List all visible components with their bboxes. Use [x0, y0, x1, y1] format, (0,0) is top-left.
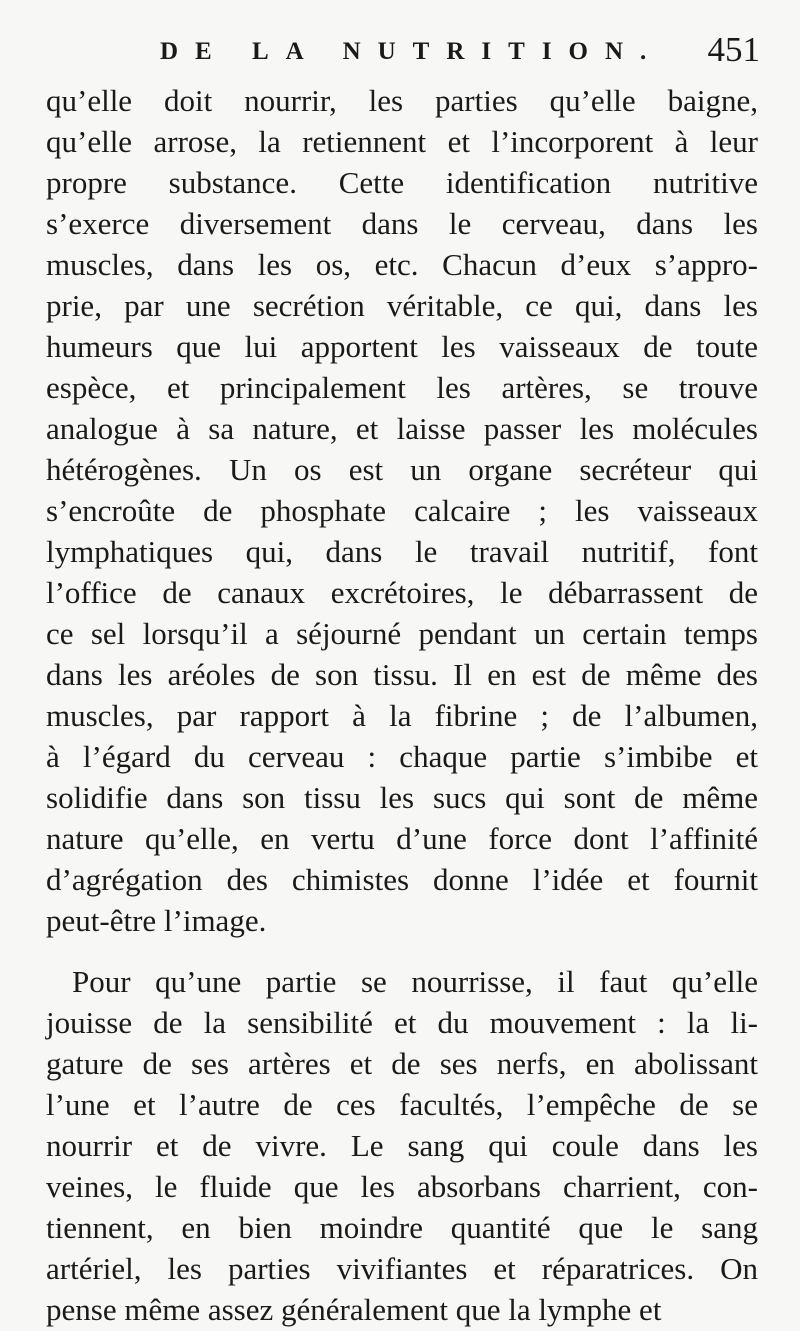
- page-number: 451: [707, 30, 760, 69]
- text-line: solidifie dans son tissu les sucs qui sont de même: [46, 780, 758, 815]
- body-text: [46, 80, 758, 1330]
- text-line: propre substance. Cette identification nutritive: [46, 165, 758, 200]
- text-line: lymphatiques qui, dans le travail nutritif, font: [46, 534, 758, 569]
- text-line: à l’égard du cerveau : chaque partie s’imbibe et: [46, 739, 758, 774]
- paragraph: [46, 80, 758, 941]
- text-line: l’office de canaux excrétoires, le débarrassent de: [46, 575, 758, 610]
- paragraph: [46, 961, 758, 1330]
- text-line: prie, par une secrétion véritable, ce qui, dans les: [46, 288, 758, 323]
- text-line: nature qu’elle, en vertu d’une force dont l’affinité: [46, 821, 758, 856]
- text-line: s’exerce diversement dans le cerveau, dans les: [46, 206, 758, 241]
- text-line: s’encroûte de phosphate calcaire ; les vaisseaux: [46, 493, 758, 528]
- text-line: muscles, dans les os, etc. Chacun d’eux s’appro-: [46, 247, 758, 282]
- running-title: DE LA NUTRITION.: [160, 38, 664, 65]
- text-line: dans les aréoles de son tissu. Il en est de même des: [46, 657, 758, 692]
- text-line: qu’elle arrose, la retiennent et l’incorporent à leur: [46, 124, 758, 159]
- text-line: analogue à sa nature, et laisse passer les molécules: [46, 411, 758, 446]
- paragraph-gap: [46, 941, 758, 961]
- text-line: pense même assez généralement que la lymphe et: [46, 1292, 662, 1327]
- text-line: gature de ses artères et de ses nerfs, en abolissant: [46, 1046, 758, 1081]
- text-line: l’une et l’autre de ces facultés, l’empêche de se: [46, 1087, 758, 1122]
- text-line: tiennent, en bien moindre quantité que le sang: [46, 1210, 758, 1245]
- text-line: d’agrégation des chimistes donne l’idée et fournit: [46, 862, 758, 897]
- text-line: ce sel lorsqu’il a séjourné pendant un certain temps: [46, 616, 758, 651]
- text-line: muscles, par rapport à la fibrine ; de l’albumen,: [46, 698, 758, 733]
- text-line: espèce, et principalement les artères, se trouve: [46, 370, 758, 405]
- text-line: humeurs que lui apportent les vaisseaux de toute: [46, 329, 758, 364]
- text-line: nourrir et de vivre. Le sang qui coule dans les: [46, 1128, 758, 1163]
- text-line: hétérogènes. Un os est un organe secréteur qui: [46, 452, 758, 487]
- text-line: artériel, les parties vivifiantes et réparatrices. On: [46, 1251, 758, 1286]
- text-line: peut-être l’image.: [46, 903, 267, 938]
- text-line: Pour qu’une partie se nourrisse, il faut qu’elle: [72, 964, 758, 999]
- running-header: [160, 30, 760, 80]
- text-line: jouisse de la sensibilité et du mouvement : la li-: [46, 1005, 758, 1040]
- text-line: veines, le fluide que les absorbans charrient, con-: [46, 1169, 758, 1204]
- text-line: qu’elle doit nourrir, les parties qu’elle baigne,: [46, 83, 758, 118]
